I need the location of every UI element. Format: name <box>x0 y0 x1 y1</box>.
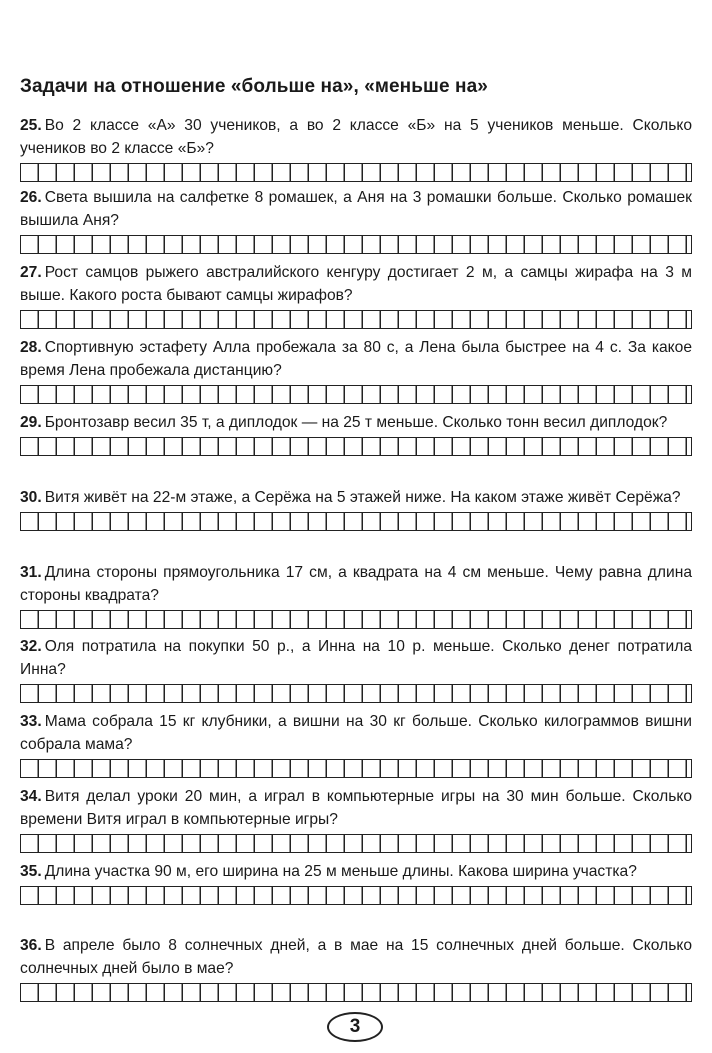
task-27 <box>20 261 692 329</box>
task-number: 29. <box>20 414 42 431</box>
task-28 <box>20 336 692 404</box>
task-36 <box>20 934 692 1002</box>
task-text <box>20 934 692 980</box>
answer-grid[interactable] <box>20 684 692 703</box>
task-number: 26. <box>20 189 42 206</box>
task-number: 28. <box>20 339 42 356</box>
answer-grid[interactable] <box>20 886 692 905</box>
task-30 <box>20 486 692 531</box>
answer-grid[interactable] <box>20 610 692 629</box>
task-question: Витя делал уроки 20 мин, а играл в компьютерные игры на 30 мин больше. Сколько времени Витя играл в компьютерные игры? <box>20 788 692 828</box>
task-number: 34. <box>20 788 42 805</box>
task-question: Оля потратила на покупки 50 р., а Инна на 10 р. меньше. Сколько денег потратила Инна? <box>20 638 692 678</box>
task-question: Мама собрала 15 кг клубники, а вишни на 30 кг больше. Сколько килограммов вишни собрала мама? <box>20 713 692 753</box>
answer-grid[interactable] <box>20 310 692 329</box>
answer-grid[interactable] <box>20 385 692 404</box>
answer-grid[interactable] <box>20 163 692 182</box>
task-33 <box>20 710 692 778</box>
task-35 <box>20 860 692 905</box>
task-question: Спортивную эстафету Алла пробежала за 80 с, а Лена была быстрее на 4 с. За какое время Лена пробежала дистанцию? <box>20 339 692 379</box>
task-number: 31. <box>20 564 42 581</box>
task-number: 25. <box>20 117 42 134</box>
task-question: Рост самцов рыжего австралийского кенгуру достигает 2 м, а самцы жирафа на 3 м выше. Какого роста бывают самцы жирафов? <box>20 264 692 304</box>
task-number: 33. <box>20 713 42 730</box>
task-question: Света вышила на салфетке 8 ромашек, а Аня на 3 ромашки больше. Сколько ромашек вышила Аня? <box>20 189 692 229</box>
task-text <box>20 710 692 756</box>
task-question: В апреле было 8 солнечных дней, а в мае на 15 солнечных дней больше. Сколько солнечных дней было в мае? <box>20 937 692 977</box>
task-text <box>20 785 692 831</box>
task-32 <box>20 635 692 703</box>
task-question: Длина стороны прямоугольника 17 см, а квадрата на 4 см меньше. Чему равна длина стороны квадрата? <box>20 564 692 604</box>
task-text <box>20 114 692 160</box>
task-number: 35. <box>20 863 42 880</box>
task-29 <box>20 411 692 456</box>
answer-grid[interactable] <box>20 759 692 778</box>
task-number: 32. <box>20 638 42 655</box>
task-number: 36. <box>20 937 42 954</box>
task-text <box>20 336 692 382</box>
task-question: Во 2 классе «А» 30 учеников, а во 2 классе «Б» на 5 учеников меньше. Сколько учеников во 2 классе «Б»? <box>20 117 692 157</box>
task-question: Бронтозавр весил 35 т, а диплодок — на 25 т меньше. Сколько тонн весил диплодок? <box>44 414 668 431</box>
task-question: Витя живёт на 22-м этаже, а Серёжа на 5 этажей ниже. На каком этаже живёт Серёжа? <box>44 489 681 506</box>
answer-grid[interactable] <box>20 235 692 254</box>
task-text <box>20 561 692 607</box>
task-text <box>20 486 692 509</box>
task-34 <box>20 785 692 853</box>
task-text <box>20 635 692 681</box>
answer-grid[interactable] <box>20 983 692 1002</box>
answer-grid[interactable] <box>20 437 692 456</box>
task-number: 30. <box>20 489 42 506</box>
task-text <box>20 261 692 307</box>
answer-grid[interactable] <box>20 512 692 531</box>
task-question: Длина участка 90 м, его ширина на 25 м меньше длины. Какова ширина участка? <box>44 863 637 880</box>
task-text <box>20 186 692 232</box>
answer-grid[interactable] <box>20 834 692 853</box>
task-26 <box>20 186 692 254</box>
task-number: 27. <box>20 264 42 281</box>
task-text <box>20 860 692 883</box>
task-31 <box>20 561 692 629</box>
task-25 <box>20 114 692 182</box>
section-title: Задачи на отношение «больше на», «меньше на» <box>20 76 488 97</box>
task-text <box>20 411 692 434</box>
page-number: 3 <box>327 1012 383 1042</box>
